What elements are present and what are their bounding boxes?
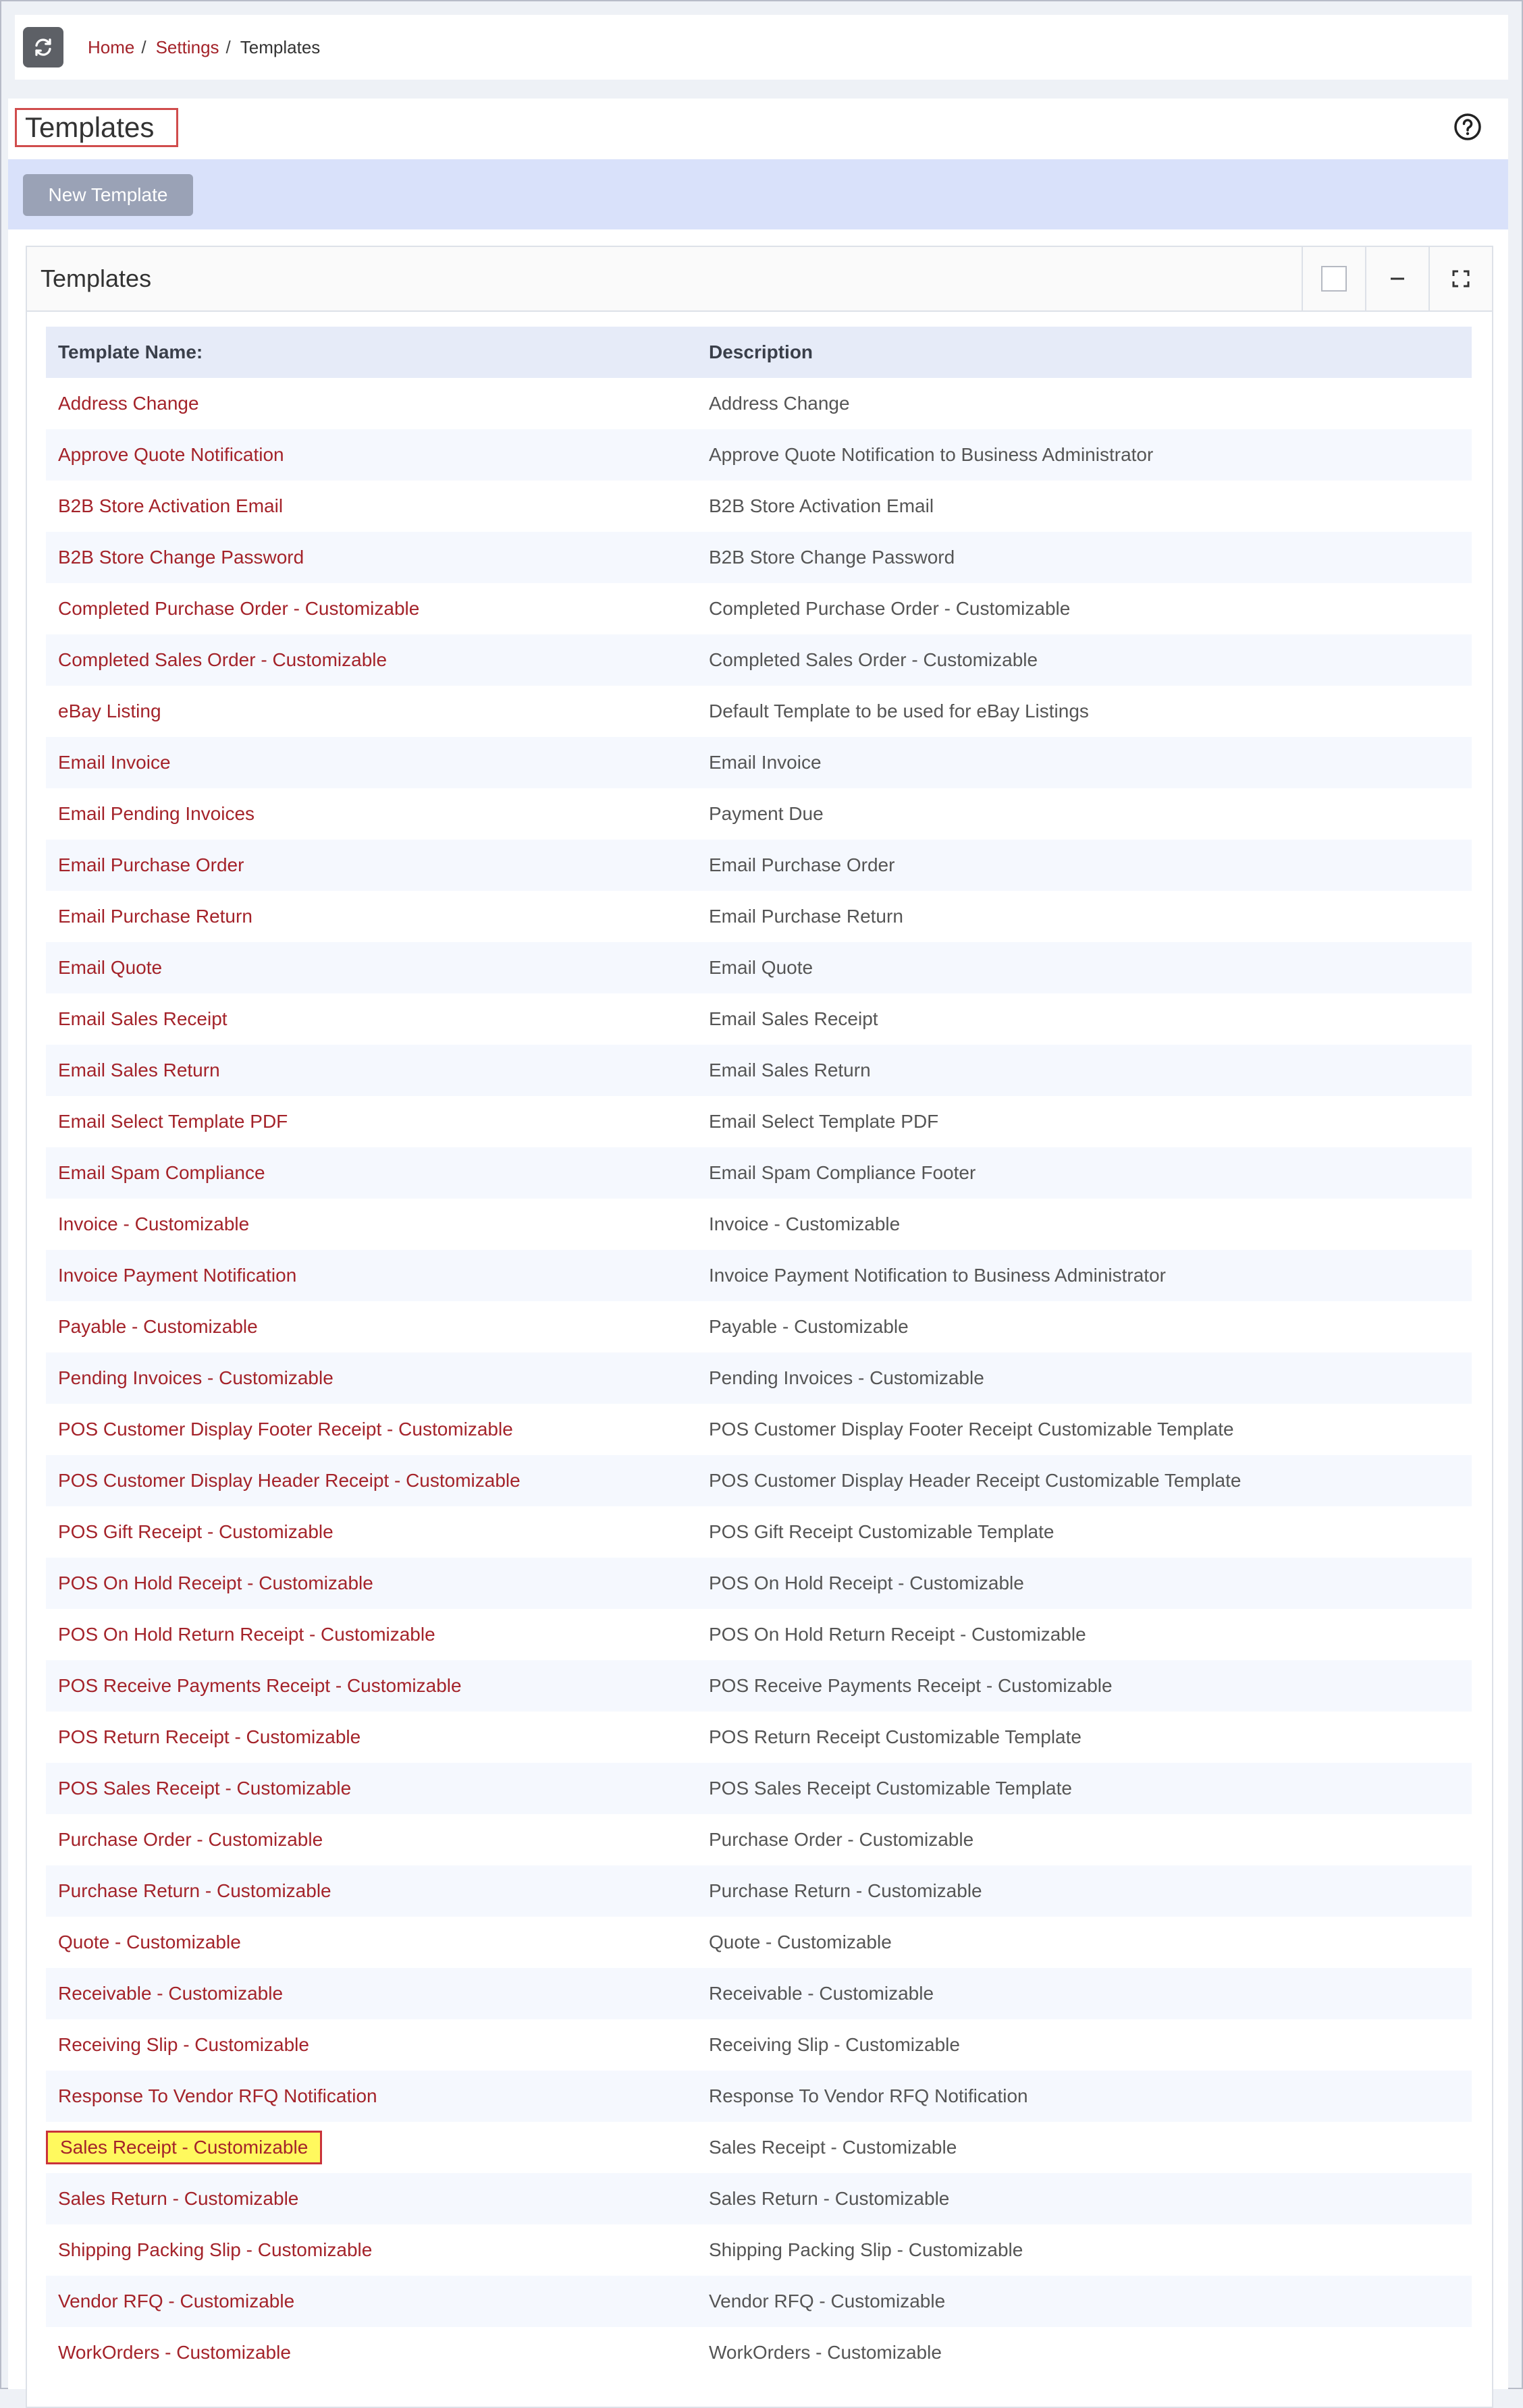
- minus-icon: [1389, 270, 1406, 288]
- breadcrumb: [88, 37, 320, 58]
- template-description: POS Customer Display Header Receipt Customizable Template: [709, 1470, 1241, 1491]
- help-button[interactable]: [1451, 111, 1484, 143]
- template-name-link[interactable]: Completed Sales Order - Customizable: [58, 649, 388, 670]
- page-header: [8, 99, 1508, 159]
- minimize-button[interactable]: [1365, 247, 1428, 310]
- table-row: [46, 1609, 1472, 1660]
- help-circle-icon: [1451, 111, 1484, 143]
- template-name-cell: [46, 1470, 709, 1492]
- template-name-cell: [46, 1060, 709, 1081]
- templates-table: [46, 327, 1472, 2378]
- template-description: POS Gift Receipt Customizable Template: [709, 1521, 1054, 1542]
- expand-icon: [1452, 270, 1470, 288]
- template-description: Email Select Template PDF: [709, 1111, 939, 1132]
- template-name-cell: [46, 1162, 709, 1184]
- template-name-link[interactable]: POS Gift Receipt - Customizable: [58, 1521, 333, 1542]
- template-name-link[interactable]: Approve Quote Notification: [58, 444, 284, 465]
- template-description: Default Template to be used for eBay Listings: [709, 701, 1089, 721]
- template-name-cell: [46, 2085, 709, 2107]
- template-description: Invoice Payment Notification to Business Administrator: [709, 1265, 1166, 1286]
- breadcrumb-separator: /: [225, 36, 231, 57]
- checkbox-icon: [1321, 266, 1347, 292]
- template-name-cell: [46, 1726, 709, 1748]
- template-name-link[interactable]: Pending Invoices - Customizable: [58, 1367, 333, 1388]
- template-name-cell: [46, 1880, 709, 1902]
- table-row: [46, 2276, 1472, 2327]
- template-name-link[interactable]: Receiving Slip - Customizable: [58, 2034, 309, 2055]
- template-description: Payment Due: [709, 803, 824, 824]
- panel-wrapper: [8, 229, 1508, 2389]
- template-name-link[interactable]: Sales Return - Customizable: [58, 2188, 299, 2209]
- column-header-description: Description: [709, 341, 813, 362]
- template-description: Email Spam Compliance Footer: [709, 1162, 976, 1183]
- table-row: [46, 481, 1472, 532]
- template-name-link[interactable]: B2B Store Change Password: [58, 547, 304, 568]
- template-name-cell: [46, 752, 709, 773]
- table-row: [46, 2173, 1472, 2224]
- template-description: POS Sales Receipt Customizable Template: [709, 1778, 1072, 1799]
- template-description: Email Purchase Order: [709, 854, 895, 875]
- template-name-link[interactable]: Sales Receipt - Customizable: [46, 2131, 322, 2164]
- select-toggle-button[interactable]: [1302, 247, 1365, 310]
- template-description: POS Customer Display Footer Receipt Customizable Template: [709, 1419, 1234, 1440]
- template-name-link[interactable]: POS Sales Receipt - Customizable: [58, 1778, 352, 1799]
- template-name-link[interactable]: POS Return Receipt - Customizable: [58, 1726, 361, 1747]
- table-header: [46, 327, 1472, 378]
- template-description: B2B Store Activation Email: [709, 495, 934, 516]
- template-description: Receiving Slip - Customizable: [709, 2034, 960, 2055]
- table-row: [46, 1917, 1472, 1968]
- panel-title: Templates: [41, 265, 152, 292]
- column-header-name: Template Name:: [58, 341, 203, 362]
- table-row: [46, 840, 1472, 891]
- panel-tools: [1302, 247, 1492, 310]
- table-row: [46, 532, 1472, 583]
- template-name-link[interactable]: Vendor RFQ - Customizable: [58, 2291, 295, 2311]
- template-description: Approve Quote Notification to Business Administrator: [709, 444, 1154, 465]
- table-row: [46, 942, 1472, 993]
- table-row: [46, 1660, 1472, 1712]
- template-name-cell: [46, 2291, 709, 2312]
- template-name-link[interactable]: Invoice - Customizable: [58, 1213, 250, 1234]
- template-name-cell: [46, 1675, 709, 1697]
- template-name-cell: [46, 906, 709, 927]
- template-name-cell: [46, 1316, 709, 1338]
- table-row: [46, 2224, 1472, 2276]
- table-row: [46, 737, 1472, 788]
- template-name-link[interactable]: Email Sales Receipt: [58, 1008, 228, 1029]
- table-row: [46, 993, 1472, 1045]
- template-name-link[interactable]: Quote - Customizable: [58, 1932, 241, 1952]
- template-name-link[interactable]: Email Select Template PDF: [58, 1111, 288, 1132]
- template-name-cell: [46, 957, 709, 979]
- template-name-link[interactable]: eBay Listing: [58, 701, 161, 721]
- template-description: WorkOrders - Customizable: [709, 2342, 942, 2363]
- template-description: Response To Vendor RFQ Notification: [709, 2085, 1028, 2106]
- action-bar: [8, 159, 1508, 229]
- template-name-link[interactable]: POS Receive Payments Receipt - Customizable: [58, 1675, 462, 1696]
- template-name-cell: [46, 701, 709, 722]
- template-description: Sales Return - Customizable: [709, 2188, 950, 2209]
- table-row: [46, 1250, 1472, 1301]
- table-row: [46, 2327, 1472, 2378]
- table-body: [46, 378, 1472, 2378]
- template-description: Address Change: [709, 393, 850, 414]
- panel-header: [27, 247, 1492, 312]
- template-description: Vendor RFQ - Customizable: [709, 2291, 946, 2311]
- template-description: Email Invoice: [709, 752, 822, 773]
- template-name-cell: [46, 1419, 709, 1440]
- template-name-cell: [46, 1367, 709, 1389]
- template-name-cell: [46, 547, 709, 568]
- table-row: [46, 1045, 1472, 1096]
- table-row: [46, 634, 1472, 686]
- template-description: Shipping Packing Slip - Customizable: [709, 2239, 1023, 2260]
- template-description: Invoice - Customizable: [709, 1213, 901, 1234]
- breadcrumb-settings-link[interactable]: Settings: [155, 36, 219, 57]
- table-row: [46, 1712, 1472, 1763]
- table-row: [46, 891, 1472, 942]
- template-name-cell: [46, 1624, 709, 1645]
- table-row: [46, 1096, 1472, 1147]
- template-name-link[interactable]: B2B Store Activation Email: [58, 495, 284, 516]
- breadcrumb-separator: /: [141, 36, 146, 57]
- template-name-cell: [46, 2342, 709, 2363]
- template-name-link[interactable]: Email Purchase Order: [58, 854, 244, 875]
- table-row: [46, 429, 1472, 481]
- expand-button[interactable]: [1428, 247, 1492, 310]
- template-name-link[interactable]: Address Change: [58, 393, 199, 414]
- template-name-link[interactable]: Purchase Return - Customizable: [58, 1880, 331, 1901]
- template-name-cell: [46, 444, 709, 466]
- page-title: Templates: [15, 108, 178, 147]
- new-template-button[interactable]: New Template: [23, 174, 193, 216]
- template-name-cell: [46, 649, 709, 671]
- template-name-link[interactable]: Email Sales Return: [58, 1060, 220, 1080]
- template-name-link[interactable]: Payable - Customizable: [58, 1316, 258, 1337]
- template-name-cell: [46, 1778, 709, 1799]
- table-row: [46, 1352, 1472, 1404]
- template-name-link[interactable]: POS Customer Display Header Receipt - Customizable: [58, 1470, 520, 1491]
- refresh-icon: [33, 37, 53, 57]
- template-name-link[interactable]: Completed Purchase Order - Customizable: [58, 598, 420, 619]
- table-row: [46, 1865, 1472, 1917]
- template-name-link[interactable]: Email Pending Invoices: [58, 803, 255, 824]
- template-name-link[interactable]: Response To Vendor RFQ Notification: [58, 2085, 377, 2106]
- table-row: [46, 1558, 1472, 1609]
- template-description: Payable - Customizable: [709, 1316, 909, 1337]
- table-row: [46, 1199, 1472, 1250]
- template-name-cell: [46, 803, 709, 825]
- template-description: Email Purchase Return: [709, 906, 903, 927]
- template-name-link[interactable]: POS On Hold Receipt - Customizable: [58, 1572, 373, 1593]
- template-description: Email Sales Return: [709, 1060, 871, 1080]
- template-name-cell: [46, 2188, 709, 2210]
- template-description: Pending Invoices - Customizable: [709, 1367, 984, 1388]
- template-name-link[interactable]: Email Spam Compliance: [58, 1162, 265, 1183]
- template-name-cell: [46, 854, 709, 876]
- table-row: [46, 2122, 1472, 2173]
- template-description: Completed Sales Order - Customizable: [709, 649, 1038, 670]
- template-name-cell: [46, 1983, 709, 2004]
- table-row: [46, 1147, 1472, 1199]
- breadcrumb-bar: [15, 15, 1508, 80]
- template-name-cell: [46, 1111, 709, 1132]
- template-name-cell: [46, 1213, 709, 1235]
- template-description: Email Quote: [709, 957, 813, 978]
- table-row: [46, 1763, 1472, 1814]
- template-name-link[interactable]: Invoice Payment Notification: [58, 1265, 297, 1286]
- template-description: Purchase Order - Customizable: [709, 1829, 974, 1850]
- table-row: [46, 1814, 1472, 1865]
- table-row: [46, 583, 1472, 634]
- template-name-link[interactable]: Email Invoice: [58, 752, 171, 773]
- template-name-cell: [46, 2034, 709, 2056]
- template-name-cell: [46, 1932, 709, 1953]
- template-description: Email Sales Receipt: [709, 1008, 878, 1029]
- table-row: [46, 1506, 1472, 1558]
- table-row: [46, 1404, 1472, 1455]
- template-name-link[interactable]: POS Customer Display Footer Receipt - Customizable: [58, 1419, 513, 1440]
- template-description: POS On Hold Return Receipt - Customizable: [709, 1624, 1086, 1645]
- template-description: POS On Hold Receipt - Customizable: [709, 1572, 1024, 1593]
- template-description: POS Return Receipt Customizable Template: [709, 1726, 1081, 1747]
- templates-panel: [26, 246, 1493, 2408]
- template-name-link[interactable]: WorkOrders - Customizable: [58, 2342, 291, 2363]
- template-description: Purchase Return - Customizable: [709, 1880, 982, 1901]
- template-name-link[interactable]: Shipping Packing Slip - Customizable: [58, 2239, 373, 2260]
- template-description: POS Receive Payments Receipt - Customizable: [709, 1675, 1113, 1696]
- template-description: B2B Store Change Password: [709, 547, 955, 568]
- template-name-link[interactable]: POS On Hold Return Receipt - Customizable: [58, 1624, 435, 1645]
- template-name-cell: [46, 1265, 709, 1286]
- breadcrumb-current: Templates: [240, 36, 321, 57]
- table-row: [46, 1968, 1472, 2019]
- template-name-link[interactable]: Email Purchase Return: [58, 906, 252, 927]
- template-name-link[interactable]: Purchase Order - Customizable: [58, 1829, 323, 1850]
- template-name-cell: [46, 1521, 709, 1543]
- template-description: Receivable - Customizable: [709, 1983, 934, 2004]
- template-name-cell: [46, 2131, 709, 2164]
- table-row: [46, 1455, 1472, 1506]
- table-row: [46, 2019, 1472, 2071]
- template-name-cell: [46, 2239, 709, 2261]
- template-name-cell: [46, 495, 709, 517]
- template-name-cell: [46, 1008, 709, 1030]
- breadcrumb-home-link[interactable]: Home: [88, 36, 135, 57]
- refresh-button[interactable]: [23, 27, 63, 67]
- template-description: Sales Receipt - Customizable: [709, 2137, 957, 2158]
- template-name-link[interactable]: Email Quote: [58, 957, 163, 978]
- template-description: Completed Purchase Order - Customizable: [709, 598, 1071, 619]
- template-name-cell: [46, 393, 709, 414]
- template-name-cell: [46, 1829, 709, 1851]
- table-row: [46, 788, 1472, 840]
- template-name-cell: [46, 1572, 709, 1594]
- table-row: [46, 686, 1472, 737]
- table-row: [46, 1301, 1472, 1352]
- table-row: [46, 378, 1472, 429]
- template-name-link[interactable]: Receivable - Customizable: [58, 1983, 284, 2004]
- template-name-cell: [46, 598, 709, 620]
- template-description: Quote - Customizable: [709, 1932, 892, 1952]
- table-row: [46, 2071, 1472, 2122]
